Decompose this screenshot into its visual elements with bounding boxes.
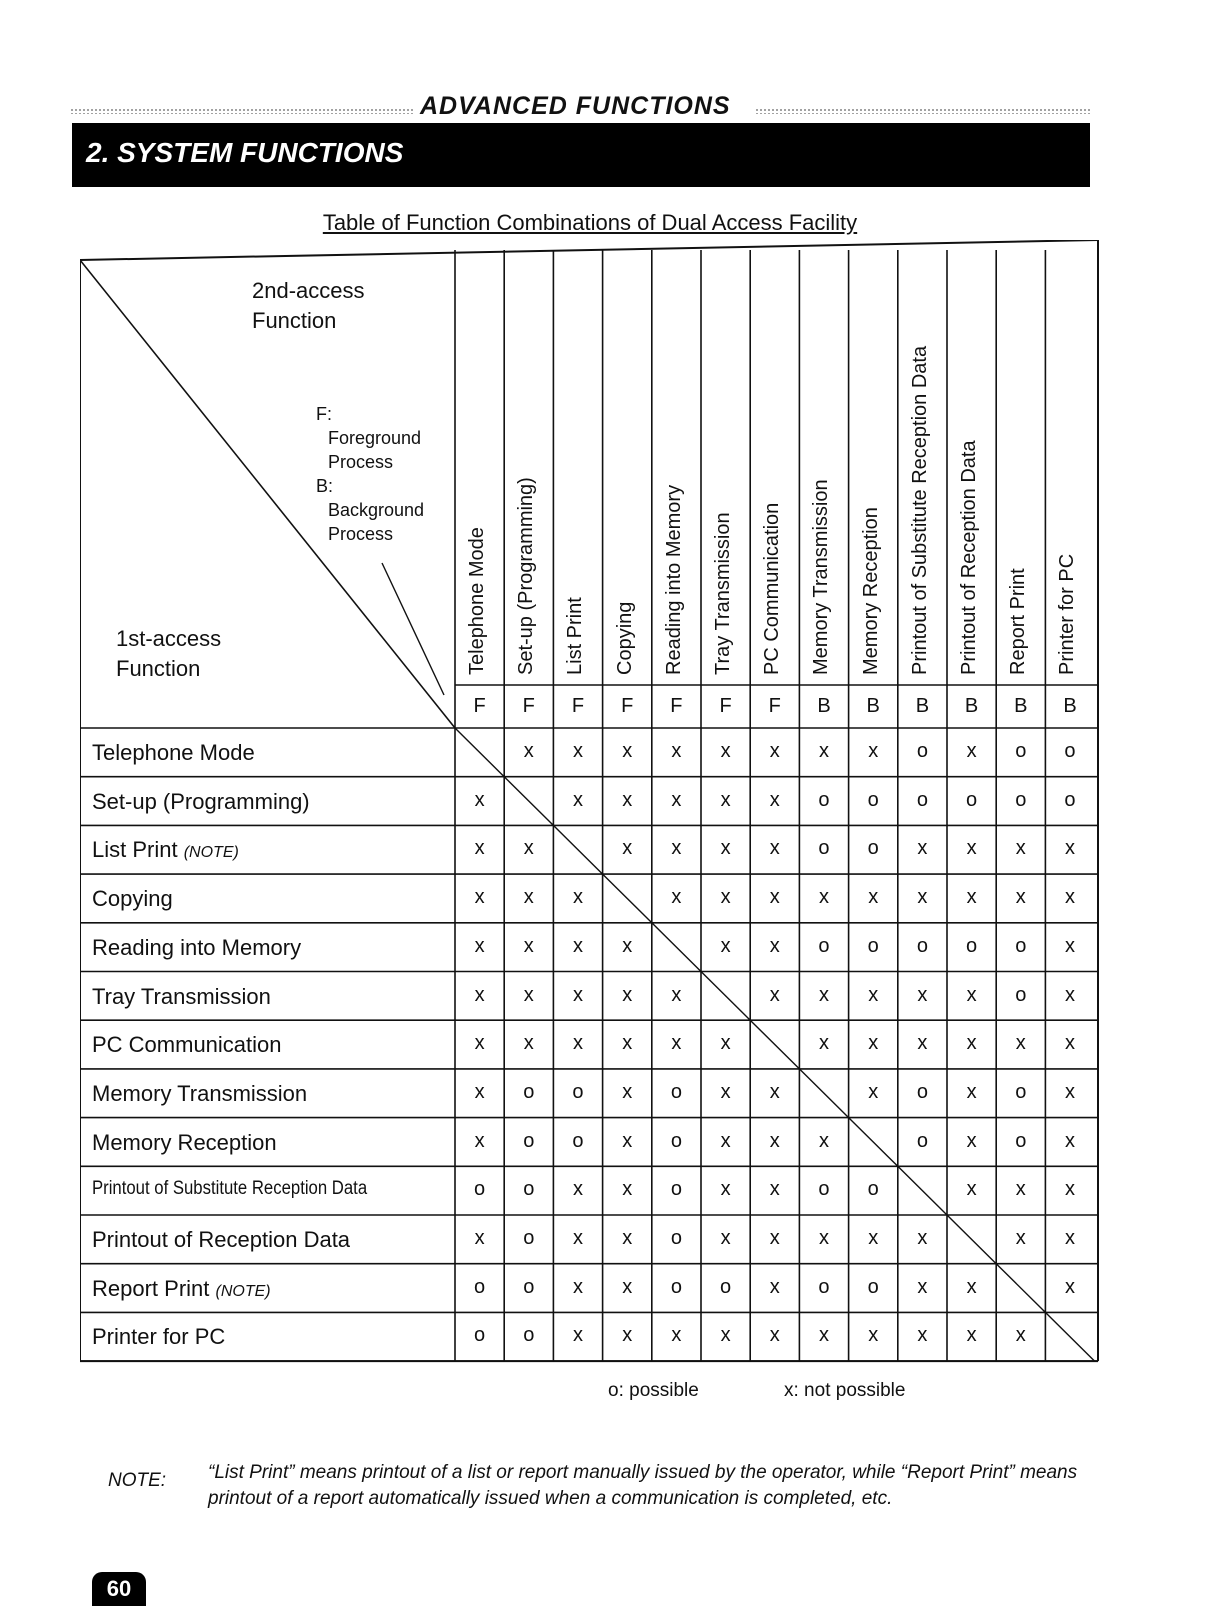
combination-mark: o bbox=[818, 934, 830, 957]
combination-mark: x bbox=[966, 1275, 977, 1298]
combination-mark: x bbox=[720, 837, 731, 860]
combination-mark: o bbox=[523, 1324, 535, 1347]
combination-mark: o bbox=[916, 788, 928, 811]
row-label-text: Reading into Memory bbox=[92, 934, 302, 960]
section-title-bar bbox=[72, 123, 1090, 187]
combination-mark: x bbox=[917, 837, 928, 860]
combination-mark: o bbox=[1015, 788, 1027, 811]
column-header: List Print bbox=[564, 597, 587, 675]
combination-mark: x bbox=[1015, 1324, 1026, 1347]
row-label-note: (NOTE) bbox=[183, 844, 239, 862]
combination-mark: o bbox=[670, 1129, 682, 1152]
combination-mark: o bbox=[1015, 1080, 1027, 1103]
combination-mark: o bbox=[572, 1129, 584, 1152]
header-dotted-rule-right bbox=[755, 108, 1090, 114]
combination-mark: o bbox=[867, 837, 879, 860]
row-label-text: Printout of Reception Data bbox=[92, 1227, 351, 1252]
combination-mark: x bbox=[720, 1178, 731, 1201]
combination-mark: x bbox=[523, 886, 534, 909]
combination-mark: x bbox=[1015, 1032, 1026, 1055]
combination-mark: x bbox=[671, 1032, 682, 1055]
combination-mark: x bbox=[868, 886, 879, 909]
column-header: Printout of Substitute Reception Data bbox=[908, 345, 931, 675]
combination-mark: o bbox=[523, 1275, 535, 1298]
row-label bbox=[92, 789, 310, 815]
combination-mark: x bbox=[1015, 886, 1026, 909]
combination-mark: x bbox=[474, 1227, 485, 1249]
column-header: PC Communication bbox=[761, 502, 784, 675]
header-dotted-rule-left bbox=[70, 108, 415, 114]
combination-mark: x bbox=[769, 1275, 780, 1298]
f-desc-line1: Foreground bbox=[328, 428, 422, 448]
combination-mark: o bbox=[670, 1227, 682, 1249]
combination-mark: x bbox=[572, 740, 583, 762]
combination-mark: o bbox=[1015, 934, 1027, 957]
b-key: B: bbox=[316, 476, 334, 496]
combination-mark: x bbox=[1064, 1129, 1075, 1152]
row-label bbox=[92, 1130, 277, 1156]
combination-mark: x bbox=[622, 837, 633, 860]
column-mode: F bbox=[522, 695, 535, 717]
combination-mark: o bbox=[523, 1080, 535, 1103]
row-label-note: (NOTE) bbox=[215, 1282, 271, 1300]
self-combination-diagonal bbox=[455, 728, 504, 777]
combination-mark: x bbox=[966, 1324, 977, 1347]
combination-mark: o bbox=[523, 1178, 535, 1201]
column-mode: B bbox=[1014, 695, 1028, 717]
second-access-line1: 2nd-access bbox=[252, 278, 365, 303]
combination-mark: x bbox=[622, 1080, 633, 1103]
column-header: Report Print bbox=[1007, 568, 1030, 675]
combination-mark: o bbox=[818, 837, 830, 860]
combination-mark: x bbox=[1064, 983, 1075, 1006]
combination-mark: x bbox=[1015, 1227, 1026, 1249]
self-combination-diagonal bbox=[553, 825, 602, 874]
combination-mark: x bbox=[1015, 1178, 1026, 1201]
combination-mark: x bbox=[622, 740, 633, 762]
column-header: Printer for PC bbox=[1056, 553, 1079, 675]
combination-mark: o bbox=[1015, 740, 1027, 762]
row-label-text: Memory Reception bbox=[92, 1129, 277, 1155]
combination-mark: x bbox=[474, 837, 485, 860]
combination-mark: x bbox=[622, 788, 633, 811]
combination-mark: x bbox=[1064, 837, 1075, 860]
combination-mark: x bbox=[622, 983, 633, 1006]
combination-mark: o bbox=[670, 1080, 682, 1103]
row-label-text: List Print bbox=[92, 837, 178, 863]
combination-mark: x bbox=[1064, 1080, 1075, 1103]
combination-mark: x bbox=[720, 1080, 731, 1103]
combination-mark: x bbox=[474, 886, 485, 909]
column-mode: F bbox=[719, 695, 732, 717]
column-mode: F bbox=[473, 695, 486, 717]
page-title: 2. SYSTEM FUNCTIONS bbox=[86, 137, 404, 168]
combination-mark: o bbox=[818, 1178, 830, 1201]
row-label-text: Printout of Substitute Reception Data bbox=[92, 1178, 368, 1200]
combination-mark: x bbox=[523, 837, 534, 860]
combination-mark: x bbox=[868, 1324, 879, 1347]
self-combination-diagonal bbox=[504, 777, 553, 826]
combination-mark: x bbox=[1064, 1178, 1075, 1201]
combination-mark: o bbox=[818, 788, 830, 811]
note-label: NOTE: bbox=[108, 1470, 167, 1491]
combination-mark: x bbox=[720, 1129, 731, 1152]
combination-mark: x bbox=[622, 1227, 633, 1249]
column-header: Telephone Mode bbox=[466, 527, 488, 675]
row-label bbox=[92, 740, 255, 766]
combination-mark: x bbox=[622, 934, 633, 957]
combination-mark: x bbox=[572, 1324, 583, 1347]
combination-mark: x bbox=[769, 788, 780, 811]
self-combination-diagonal bbox=[603, 874, 652, 923]
column-mode: B bbox=[964, 695, 979, 717]
combination-mark: x bbox=[769, 886, 780, 909]
combination-mark: x bbox=[474, 983, 485, 1006]
combination-mark: x bbox=[1064, 1032, 1075, 1055]
combination-mark: x bbox=[572, 1032, 583, 1055]
combination-mark: o bbox=[523, 1129, 535, 1152]
combination-mark: x bbox=[917, 1227, 928, 1249]
column-mode: F bbox=[571, 695, 585, 717]
combination-mark: o bbox=[1015, 1129, 1027, 1152]
note-text: “List Print” means printout of a list or report manually issued by the operator, while “Report Print” means printout of a report automatically issued when a communication is completed, etc. bbox=[208, 1462, 1078, 1509]
combination-mark: o bbox=[966, 934, 978, 957]
self-combination-diagonal bbox=[701, 972, 750, 1021]
self-combination-diagonal bbox=[750, 1020, 799, 1069]
combination-mark: x bbox=[1064, 934, 1075, 957]
combination-mark: o bbox=[916, 1129, 928, 1152]
function-combination-table bbox=[80, 240, 1100, 1370]
combination-mark: x bbox=[966, 1032, 977, 1055]
combination-mark: x bbox=[572, 1275, 583, 1298]
column-mode: B bbox=[1063, 695, 1077, 717]
second-access-line2: Function bbox=[252, 308, 337, 333]
self-combination-diagonal bbox=[947, 1215, 996, 1264]
combination-mark: x bbox=[622, 1032, 633, 1055]
combination-mark: x bbox=[868, 740, 879, 762]
combination-mark: x bbox=[671, 1324, 682, 1347]
combination-mark: o bbox=[720, 1275, 732, 1298]
row-label bbox=[92, 935, 301, 961]
row-label bbox=[92, 1081, 307, 1107]
combination-mark: x bbox=[671, 837, 682, 860]
combination-mark: x bbox=[917, 886, 928, 909]
combination-mark: x bbox=[769, 1178, 780, 1201]
combination-mark: x bbox=[523, 740, 534, 762]
combination-mark: x bbox=[572, 983, 583, 1006]
process-legend bbox=[316, 402, 424, 546]
combination-mark: o bbox=[818, 1275, 830, 1298]
row-label-text: Telephone Mode bbox=[92, 740, 255, 765]
combination-mark: x bbox=[622, 1275, 633, 1298]
self-combination-diagonal bbox=[799, 1069, 848, 1118]
combination-mark: x bbox=[917, 1032, 928, 1055]
column-mode: B bbox=[817, 695, 831, 717]
combination-mark: x bbox=[572, 934, 583, 957]
combination-mark: x bbox=[523, 934, 534, 957]
combination-mark: x bbox=[966, 740, 977, 762]
combination-mark: x bbox=[572, 788, 583, 811]
combination-mark: x bbox=[474, 1032, 485, 1055]
combination-mark: x bbox=[966, 1080, 977, 1103]
combination-mark: x bbox=[868, 983, 879, 1006]
combination-mark: x bbox=[474, 934, 485, 957]
combination-mark: x bbox=[671, 740, 682, 762]
combination-mark: x bbox=[622, 1129, 633, 1152]
row-label-text: Report Print bbox=[92, 1275, 210, 1301]
combination-mark: o bbox=[867, 934, 879, 957]
self-combination-diagonal bbox=[1045, 1312, 1094, 1361]
combination-mark: x bbox=[868, 1032, 879, 1055]
combination-mark: x bbox=[572, 1227, 583, 1249]
column-mode: B bbox=[915, 695, 930, 717]
combination-mark: o bbox=[572, 1080, 584, 1103]
combination-mark: x bbox=[622, 1178, 633, 1201]
combination-mark: o bbox=[474, 1275, 486, 1298]
f-desc-line2: Process bbox=[328, 452, 394, 472]
combination-mark: x bbox=[523, 1032, 534, 1055]
combination-mark: x bbox=[720, 1324, 731, 1347]
self-combination-diagonal bbox=[652, 923, 701, 972]
section-heading: ADVANCED FUNCTIONS bbox=[420, 92, 731, 120]
column-header: Printout of Reception Data bbox=[958, 440, 980, 675]
self-combination-diagonal bbox=[898, 1166, 947, 1215]
combination-mark: o bbox=[1015, 983, 1027, 1006]
table-top-border bbox=[80, 240, 1098, 260]
column-mode: F bbox=[670, 695, 683, 717]
row-label bbox=[92, 984, 271, 1010]
combination-mark: x bbox=[720, 934, 731, 957]
combination-mark: x bbox=[818, 1032, 829, 1055]
column-header: Set-up (Programming) bbox=[515, 477, 538, 675]
combination-mark: x bbox=[966, 1129, 977, 1152]
column-header: Memory Reception bbox=[859, 507, 882, 675]
b-desc-line1: Background bbox=[328, 500, 425, 520]
combination-mark: x bbox=[671, 886, 682, 909]
table-caption: Table of Function Combinations of Dual Access Facility bbox=[322, 210, 858, 235]
combination-mark: o bbox=[916, 934, 928, 957]
combination-mark: x bbox=[671, 983, 682, 1006]
row-label bbox=[92, 1032, 282, 1058]
combination-mark: o bbox=[916, 740, 928, 762]
combination-mark: x bbox=[917, 1275, 928, 1298]
combination-mark: o bbox=[523, 1227, 535, 1249]
combination-mark: x bbox=[474, 1129, 485, 1152]
combination-mark: o bbox=[670, 1178, 682, 1201]
f-key: F: bbox=[316, 404, 332, 424]
column-mode: F bbox=[621, 695, 634, 717]
column-header: Reading into Memory bbox=[662, 484, 685, 675]
combination-mark: o bbox=[916, 1080, 928, 1103]
combination-mark: x bbox=[769, 740, 780, 762]
combination-mark: x bbox=[622, 1324, 633, 1347]
self-combination-diagonal bbox=[996, 1264, 1045, 1313]
combination-mark: o bbox=[1064, 740, 1076, 762]
combination-mark: x bbox=[818, 1129, 829, 1152]
combination-mark: x bbox=[572, 886, 583, 909]
first-access-line2: Function bbox=[116, 656, 201, 681]
page-header bbox=[70, 92, 1090, 122]
row-label-text: Set-up (Programming) bbox=[92, 788, 310, 814]
combination-mark: x bbox=[720, 886, 731, 909]
combination-mark: x bbox=[917, 983, 928, 1006]
combination-mark: x bbox=[769, 1324, 780, 1347]
page-number: 60 bbox=[92, 1572, 146, 1606]
combination-mark: x bbox=[720, 1032, 731, 1055]
row-label-text: Copying bbox=[92, 886, 173, 912]
second-access-label bbox=[252, 276, 365, 336]
row-label-text: Tray Transmission bbox=[92, 983, 271, 1009]
combination-mark: x bbox=[720, 788, 731, 811]
combination-mark: o bbox=[867, 788, 879, 811]
self-combination-diagonal bbox=[849, 1118, 898, 1167]
combination-mark: x bbox=[572, 1178, 583, 1201]
row-label bbox=[92, 837, 239, 863]
combination-mark: x bbox=[1064, 886, 1075, 909]
combination-mark: x bbox=[769, 1227, 780, 1249]
row-label bbox=[92, 1227, 350, 1253]
combination-mark: x bbox=[523, 983, 534, 1006]
row-label-text: PC Communication bbox=[92, 1032, 282, 1058]
row-label bbox=[92, 1324, 225, 1350]
row-label-text: Memory Transmission bbox=[92, 1080, 308, 1106]
combination-mark: x bbox=[1015, 837, 1026, 860]
combination-mark: x bbox=[769, 1129, 780, 1152]
combination-mark: x bbox=[769, 837, 780, 860]
column-header: Memory Transmission bbox=[810, 479, 833, 675]
column-mode: B bbox=[866, 695, 880, 717]
combination-mark: x bbox=[474, 788, 485, 811]
b-desc-line2: Process bbox=[328, 524, 394, 544]
combination-mark: x bbox=[818, 983, 829, 1006]
column-mode: F bbox=[768, 695, 781, 717]
combination-mark: x bbox=[917, 1324, 928, 1347]
combination-mark: x bbox=[818, 886, 829, 909]
legend-possible: o: possible bbox=[608, 1380, 699, 1401]
combination-mark: o bbox=[474, 1324, 486, 1347]
row-label-text: Printer for PC bbox=[92, 1324, 226, 1350]
combination-mark: x bbox=[818, 1227, 829, 1249]
row-label bbox=[92, 1178, 367, 1200]
combination-mark: x bbox=[1064, 1275, 1075, 1298]
combination-mark: x bbox=[818, 1324, 829, 1347]
column-header: Tray Transmission bbox=[712, 512, 734, 675]
combination-mark: x bbox=[1064, 1227, 1075, 1249]
first-access-label bbox=[116, 624, 221, 684]
combination-mark: x bbox=[966, 837, 977, 860]
combination-mark: x bbox=[769, 1080, 780, 1103]
combination-mark: x bbox=[769, 983, 780, 1006]
combination-mark: o bbox=[474, 1178, 486, 1201]
legend-not-possible: x: not possible bbox=[784, 1380, 906, 1401]
combination-mark: o bbox=[867, 1275, 879, 1298]
combination-mark: x bbox=[474, 1080, 485, 1103]
column-header: Copying bbox=[613, 601, 636, 675]
combination-mark: x bbox=[966, 886, 977, 909]
combination-mark: x bbox=[818, 740, 829, 762]
combination-mark: o bbox=[966, 788, 978, 811]
combination-mark: x bbox=[671, 788, 682, 811]
combination-mark: x bbox=[868, 1227, 879, 1249]
row-label bbox=[92, 1276, 271, 1302]
combination-mark: o bbox=[670, 1275, 682, 1298]
first-access-line1: 1st-access bbox=[116, 626, 222, 651]
combination-mark: x bbox=[720, 740, 731, 762]
combination-mark: o bbox=[1064, 788, 1076, 811]
row-label bbox=[92, 886, 173, 912]
combination-mark: x bbox=[868, 1080, 879, 1103]
combination-mark: x bbox=[966, 983, 977, 1006]
combination-mark: o bbox=[867, 1178, 879, 1201]
combination-mark: x bbox=[966, 1178, 977, 1201]
combination-mark: x bbox=[720, 1227, 731, 1249]
combination-mark: x bbox=[769, 934, 780, 957]
